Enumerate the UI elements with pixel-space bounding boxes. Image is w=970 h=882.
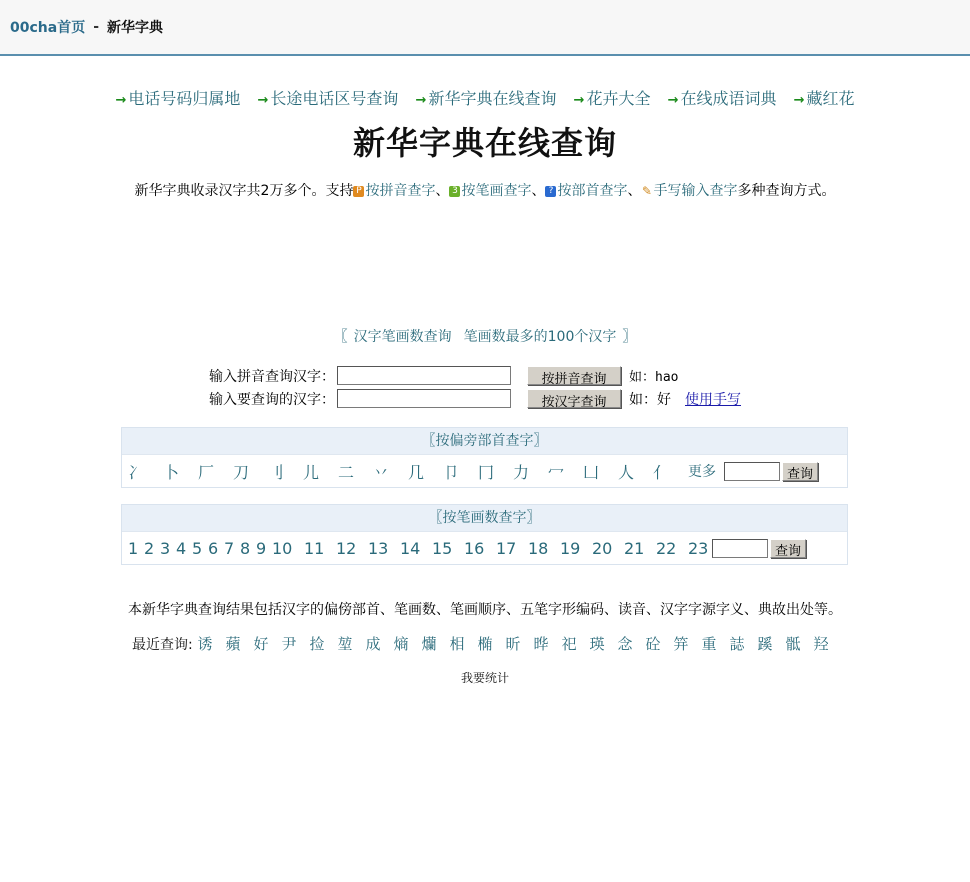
radical-item[interactable]: 亻 <box>653 462 670 482</box>
breadcrumb-current: 新华字典 <box>107 20 164 36</box>
nav-link-flowers[interactable]: → 花卉大全 <box>573 89 651 108</box>
stroke-number[interactable]: 17 <box>496 538 517 558</box>
recent-char-link[interactable]: 椭 <box>477 635 493 653</box>
recent-char-link[interactable]: 羟 <box>813 635 829 653</box>
radical-badge-icon: ? <box>545 186 556 197</box>
intro-text: 新华字典收录汉字共2万多个。支持 P 按拼音查字、 3 按笔画查字、 ? 按部首查字、✎手写输入查字多种查询方式。 <box>134 183 836 199</box>
pinyin-label: 输入拼音查询汉字： <box>209 368 335 385</box>
stroke-links-row: 〖 汉字笔画数查询 笔画数最多的100个汉字 〗 <box>333 329 637 345</box>
breadcrumb <box>0 0 970 56</box>
stroke-number[interactable]: 18 <box>528 538 549 558</box>
intro-link-radical[interactable]: 按部首查字 <box>557 183 628 199</box>
stroke-number[interactable]: 15 <box>432 538 453 558</box>
recent-label: 最近查询: <box>132 637 193 653</box>
arrow-icon: → <box>573 93 585 108</box>
recent-queries <box>132 633 842 654</box>
recent-char-link[interactable]: 重 <box>701 635 717 653</box>
stroke-query-button[interactable]: 查询 <box>770 539 806 558</box>
intro-link-handwrite[interactable]: 手写输入查字 <box>653 183 738 199</box>
more-radicals-link[interactable]: 更多 <box>688 464 716 480</box>
stroke-number[interactable]: 12 <box>336 538 357 558</box>
arrow-icon: → <box>667 93 679 108</box>
radical-item[interactable]: 卩 <box>443 462 460 482</box>
stroke-number[interactable]: 19 <box>560 538 581 558</box>
pinyin-badge-icon: P <box>353 186 364 197</box>
recent-char-link[interactable]: 祀 <box>561 635 577 653</box>
stroke-number[interactable]: 20 <box>592 538 613 558</box>
recent-char-link[interactable]: 瑛 <box>589 635 605 653</box>
stroke-number[interactable]: 8 <box>240 538 251 558</box>
radical-item[interactable]: 丷 <box>373 462 390 482</box>
recent-char-link[interactable]: 蹊 <box>757 635 773 653</box>
most-strokes-link[interactable]: 笔画数最多的100个汉字 <box>463 329 617 345</box>
home-link[interactable]: 00cha首页 <box>10 20 86 36</box>
intro-link-pinyin[interactable]: 按拼音查字 <box>365 183 436 199</box>
radical-item[interactable]: 刂 <box>268 462 285 482</box>
stroke-number[interactable]: 14 <box>400 538 421 558</box>
radical-item[interactable]: 冖 <box>548 462 565 482</box>
stroke-number[interactable]: 16 <box>464 538 485 558</box>
pencil-icon: ✎ <box>641 183 652 198</box>
stroke-number[interactable]: 13 <box>368 538 389 558</box>
radical-item[interactable]: 刀 <box>233 462 250 482</box>
recent-char-link[interactable]: 好 <box>253 635 269 653</box>
radical-item[interactable]: 力 <box>513 462 530 482</box>
radical-item[interactable]: 冫 <box>128 462 145 482</box>
pinyin-input[interactable] <box>337 366 511 385</box>
recent-char-link[interactable]: 砼 <box>645 635 661 653</box>
recent-char-link[interactable]: 爤 <box>421 635 437 653</box>
stroke-number[interactable]: 2 <box>144 538 155 558</box>
radical-item[interactable]: 二 <box>338 462 355 482</box>
stroke-number[interactable]: 10 <box>272 538 293 558</box>
radical-item[interactable]: 凵 <box>583 462 600 482</box>
handwrite-link[interactable]: 使用手写 <box>685 391 741 408</box>
arrow-icon: → <box>793 93 805 108</box>
stroke-number[interactable]: 4 <box>176 538 187 558</box>
radical-list <box>122 455 847 487</box>
stroke-number[interactable]: 23 <box>688 538 709 558</box>
result-description: 本新华字典查询结果包括汉字的偏傍部首、笔画数、笔画顺序、五笔字形编码、读音、汉字字源字义、典故出处等。 <box>128 602 842 618</box>
radical-query-button[interactable]: 查询 <box>782 462 818 481</box>
nav-link-dictionary[interactable]: → 新华字典在线查询 <box>415 89 557 108</box>
stroke-number[interactable]: 9 <box>256 538 267 558</box>
radical-item[interactable]: 几 <box>408 462 425 482</box>
recent-char-link[interactable]: 捡 <box>309 635 325 653</box>
stroke-number[interactable]: 22 <box>656 538 677 558</box>
recent-char-link[interactable]: 晔 <box>533 635 549 653</box>
recent-char-link[interactable]: 诱 <box>197 635 213 653</box>
search-form <box>209 364 741 410</box>
stroke-number[interactable]: 6 <box>208 538 219 558</box>
hanzi-input[interactable] <box>337 389 511 408</box>
stroke-input[interactable] <box>712 539 768 558</box>
intro-link-strokes[interactable]: 按笔画查字 <box>461 183 532 199</box>
stroke-number[interactable]: 7 <box>224 538 235 558</box>
breadcrumb-separator: - <box>93 19 100 35</box>
stroke-panel <box>121 504 848 565</box>
radical-input[interactable] <box>724 462 780 481</box>
page-title: 新华字典在线查询 <box>352 124 617 162</box>
nav-link-area-code[interactable]: → 长途电话区号查询 <box>257 89 399 108</box>
hanzi-search-button[interactable]: 按汉字查询 <box>527 389 621 408</box>
hanzi-label: 输入要查询的汉字： <box>209 391 335 408</box>
recent-char-link[interactable]: 昕 <box>505 635 521 653</box>
recent-char-link[interactable]: 念 <box>617 635 633 653</box>
stroke-panel-header: 〖按笔画数查字〗 <box>122 505 847 532</box>
radical-panel <box>121 427 848 488</box>
radical-item[interactable]: 卜 <box>163 462 180 482</box>
stroke-number[interactable]: 11 <box>304 538 325 558</box>
nav-link-saffron[interactable]: → 藏红花 <box>793 89 855 108</box>
radical-item[interactable]: 冂 <box>478 462 495 482</box>
recent-char-link[interactable]: 蘋 <box>225 635 241 653</box>
stroke-number[interactable]: 5 <box>192 538 203 558</box>
arrow-icon: → <box>415 93 427 108</box>
radical-item[interactable]: 儿 <box>303 462 320 482</box>
recent-char-link[interactable]: 尹 <box>281 635 297 653</box>
stroke-number[interactable]: 3 <box>160 538 171 558</box>
arrow-icon: → <box>257 93 269 108</box>
recent-char-link[interactable]: 相 <box>449 635 465 653</box>
stroke-count-query-link[interactable]: 汉字笔画数查询 <box>353 329 452 345</box>
nav-link-idioms[interactable]: → 在线成语词典 <box>667 89 777 108</box>
hanzi-example: 如：好 <box>629 391 671 408</box>
recent-char-link[interactable]: 笄 <box>673 635 689 653</box>
recent-char-link[interactable]: 骶 <box>785 635 801 653</box>
stats-link[interactable]: 我要统计 <box>460 671 509 685</box>
pinyin-search-button[interactable]: 按拼音查询 <box>527 366 621 385</box>
stroke-number[interactable]: 1 <box>128 538 139 558</box>
arrow-icon: → <box>115 93 127 108</box>
recent-char-link[interactable]: 熵 <box>393 635 409 653</box>
stroke-number-list <box>122 532 847 564</box>
radical-item[interactable]: 人 <box>618 462 635 482</box>
strokes-badge-icon: 3 <box>449 186 460 197</box>
recent-char-link[interactable]: 成 <box>365 635 381 653</box>
radical-item[interactable]: 厂 <box>198 462 215 482</box>
recent-char-link[interactable]: 堃 <box>337 635 353 653</box>
top-nav-links <box>0 86 970 109</box>
nav-link-phone-location[interactable]: → 电话号码归属地 <box>115 89 241 108</box>
pinyin-example: 如：hao <box>629 370 679 385</box>
recent-char-link[interactable]: 誌 <box>729 635 745 653</box>
stroke-number[interactable]: 21 <box>624 538 645 558</box>
radical-panel-header: 〖按偏旁部首查字〗 <box>122 428 847 455</box>
